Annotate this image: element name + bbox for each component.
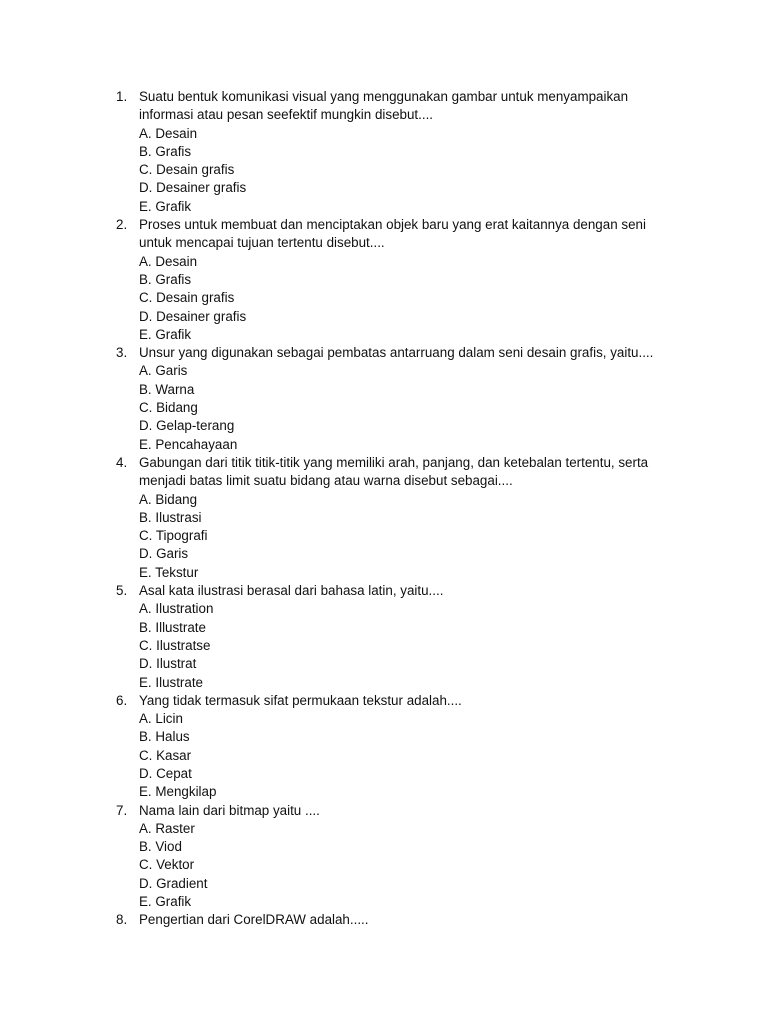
question-text: Unsur yang digunakan sebagai pembatas antarruang dalam seni desain grafis, yaitu.... (139, 345, 654, 361)
option-a: A. Bidang (139, 491, 198, 507)
question-text: Asal kata ilustrasi berasal dari bahasa latin, yaitu.... (139, 583, 444, 599)
option-d: D. Gelap-terang (139, 418, 235, 434)
question-2 (116, 216, 676, 344)
option-list (139, 125, 676, 216)
question-5 (116, 582, 676, 692)
option-a: A. Garis (139, 363, 188, 379)
option-list (139, 362, 676, 453)
option-b: B. Grafis (139, 271, 192, 287)
option-d: D. Garis (139, 546, 189, 562)
option-c: C. Vektor (139, 857, 195, 873)
option-b: B. Ilustrasi (139, 509, 202, 525)
option-list (139, 491, 676, 582)
option-list (139, 820, 676, 911)
option-a: A. Desain (139, 125, 198, 141)
question-text: Pengertian dari CorelDRAW adalah..... (139, 912, 369, 928)
option-list (139, 600, 676, 691)
question-text: Nama lain dari bitmap yaitu .... (139, 802, 320, 818)
question-text: Suatu bentuk komunikasi visual yang menggunakan gambar untuk menyampaikan informasi atau pesan seefektif mungkin disebut.... (139, 89, 629, 123)
option-list (139, 253, 676, 344)
option-e: E. Grafik (139, 198, 192, 214)
option-list (139, 710, 676, 801)
question-text: Yang tidak termasuk sifat permukaan tekstur adalah.... (139, 692, 462, 708)
option-d: D. Desainer grafis (139, 308, 247, 324)
option-b: B. Viod (139, 839, 182, 855)
question-3 (116, 344, 676, 454)
question-number: 8. (116, 912, 128, 928)
question-number: 3. (116, 345, 128, 361)
option-e: E. Mengkilap (139, 784, 217, 800)
option-c: C. Ilustratse (139, 637, 211, 653)
option-c: C. Tipografi (139, 528, 208, 544)
question-number: 6. (116, 692, 128, 708)
option-b: B. Illustrate (139, 619, 206, 635)
option-d: D. Desainer grafis (139, 180, 247, 196)
question-number: 1. (116, 89, 128, 104)
option-b: B. Halus (139, 729, 190, 745)
question-list (116, 88, 676, 930)
option-a: A. Ilustration (139, 601, 214, 617)
option-b: B. Warna (139, 381, 195, 397)
question-number: 7. (116, 802, 128, 818)
option-e: E. Ilustrate (139, 674, 204, 690)
option-e: E. Pencahayaan (139, 436, 238, 452)
question-1 (116, 88, 676, 216)
question-number: 2. (116, 217, 128, 233)
option-d: D. Ilustrat (139, 656, 197, 672)
option-e: E. Grafik (139, 326, 192, 342)
question-text: Gabungan dari titik titik-titik yang memiliki arah, panjang, dan ketebalan tertentu, serta menjadi batas limit suatu bidang atau warna disebut sebagai.... (139, 454, 649, 489)
question-text: Proses untuk membuat dan menciptakan objek baru yang erat kaitannya dengan seni untuk mencapai tujuan tertentu disebut.... (139, 217, 646, 251)
question-8 (116, 911, 676, 929)
question-6 (116, 692, 676, 802)
option-d: D. Gradient (139, 875, 208, 891)
question-4 (116, 454, 676, 582)
option-a: A. Licin (139, 711, 183, 727)
question-number: 4. (116, 454, 128, 470)
option-e: E. Tekstur (139, 564, 199, 580)
option-c: C. Desain grafis (139, 290, 235, 306)
question-number: 5. (116, 583, 128, 599)
question-7 (116, 802, 676, 912)
option-d: D. Cepat (139, 765, 192, 781)
option-a: A. Raster (139, 820, 195, 836)
option-e: E. Grafik (139, 894, 192, 910)
option-c: C. Kasar (139, 747, 192, 763)
option-b: B. Grafis (139, 143, 192, 159)
option-c: C. Desain grafis (139, 162, 235, 178)
option-a: A. Desain (139, 253, 198, 269)
option-c: C. Bidang (139, 400, 198, 416)
